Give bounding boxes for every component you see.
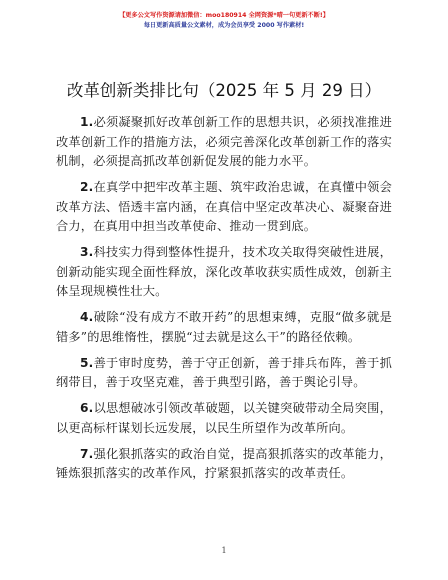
paragraph-text: 善于审时度势，善于守正创新，善于排兵布阵，善于抓纲带目，善于攻坚克难，善于典型引路，善于舆论引导。 — [56, 355, 392, 389]
paragraph-3 — [56, 243, 392, 302]
paragraph-text: 必须凝聚抓好改革创新工作的思想共识，必须找准推进改革创新工作的措施方法，必须完善深化改革创新工作的落实机制，必须提高抓改革创新促发展的能力水平。 — [56, 115, 392, 168]
paragraph-number: 2. — [80, 180, 94, 194]
paragraph-number: 4. — [80, 310, 94, 324]
promo-line-membership: 每日更新高质量公文素材，成为会员享受 2000 写作素材! — [143, 22, 305, 29]
paragraph-text: 科技实力得到整体性提升，技术攻关取得突破性进展，创新动能实现全面性释放，深化改革收获实质性成效，创新主体呈现规模性壮大。 — [56, 245, 392, 298]
document-title: 改革创新类排比句（2025 年 5 月 29 日） — [66, 81, 382, 100]
promo-line-wechat: 【更多公文写作资源请加微信：moo180914 全网资源*晴一句更新不断!】 — [119, 12, 329, 19]
paragraph-number: 3. — [80, 245, 94, 259]
paragraph-7 — [56, 445, 392, 484]
paragraph-4 — [56, 308, 392, 347]
page-number: 1 — [221, 546, 227, 555]
paragraph-text: 以思想破冰引领改革破题，以关键突破带动全局突围，以更高标杆谋划长远发展，以民生所望作为改革所向。 — [56, 401, 392, 435]
paragraph-text: 破除“没有成方不敢开药”的思想束缚，克服“做多就是错多”的思维惰性，摆脱“过去就是这么干”的路径依赖。 — [56, 310, 392, 344]
paragraph-number: 7. — [80, 446, 94, 461]
paragraph-6 — [56, 399, 392, 438]
document-body — [56, 113, 392, 490]
paragraph-1 — [56, 113, 392, 172]
paragraph-2 — [56, 178, 392, 237]
paragraph-text: 强化狠抓落实的政治自觉，提高狠抓落实的改革能力，锤炼狠抓落实的改革作风，拧紧狠抓落实的改革责任。 — [56, 446, 392, 480]
paragraph-number: 5. — [80, 355, 94, 370]
paragraph-text: 在真学中把牢改革主题、筑牢政治忠诚，在真懂中领会改革方法、悟透丰富内涵，在真信中坚定改革决心、凝聚奋进合力，在真用中担当改革使命、推动一贯到底。 — [56, 180, 392, 233]
paragraph-number: 1. — [80, 115, 94, 129]
promo-banner — [0, 11, 448, 31]
paragraph-5 — [56, 354, 392, 393]
paragraph-number: 6. — [80, 401, 94, 415]
